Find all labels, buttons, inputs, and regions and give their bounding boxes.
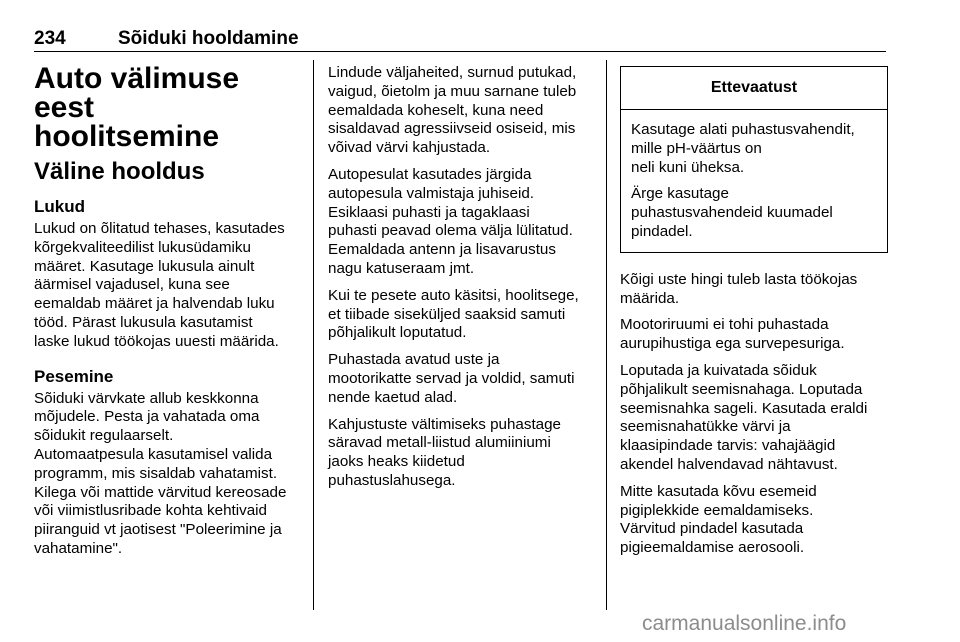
paragraph-hinges: Kõigi uste hingi tuleb lasta töökojas määrida. xyxy=(620,270,858,307)
paragraph-door-edges: Puhastada avatud uste ja mootorikatte servad ja voldid, samuti nende kaetud alad. xyxy=(328,351,575,406)
chapter-title: Sõiduki hooldamine xyxy=(118,28,299,49)
paragraph-hand-wash: Kui te pesete auto käsitsi, hoolitsege, et tiibade siseküljed saaksid samuti põhjalikult loputatud. xyxy=(328,286,579,342)
paragraph-metal-trim: Kahjustuste vältimiseks puhastage säravad metall-liistud alumiiniumi jaoks heaks kiidetud puhastuslahusega. xyxy=(328,415,562,489)
caution-paragraph-2: Ärge kasutage puhastusvahendeid kuumadel pindadel. xyxy=(631,185,833,240)
column-divider-2 xyxy=(606,60,607,610)
washing-paragraph: Sõiduki värvkate allub keskkonna mõjudele. Pesta ja vahatada oma sõidukit regulaarselt. Automaatpesula kasutamisel valida programm, mis sisaldab vahatamist. Kilega või mattide värvitud kereosade või viimistlusribade kohta kehtivaid piiranguid vt jaotisest "Poleerimine ja vahatamine". xyxy=(34,389,287,557)
watermark: carmanualsonline.info xyxy=(642,612,847,635)
column-2 xyxy=(328,64,594,499)
paragraph-car-wash: Autopesulat kasutades järgida autopesula valmistaja juhiseid. Esiklaasi puhasti ja tagaklaasi puhasti peavad olema välja lülitatud. Eemaldada antenn ja lisavarustus nagu katuseraam jmt. xyxy=(328,165,573,277)
column-1 xyxy=(34,64,302,567)
header-divider xyxy=(34,51,886,52)
locks-paragraph: Lukud on õlitatud tehases, kasutades kõrgekvaliteedilist lukusüdamiku määret. Kasutage lukusula ainult äärmisel vajadusel, kuna see eemaldab määret ja halvendab luku tööd. Pärast lukusula kasutamist laske lukud töökojas uuesti määrida. xyxy=(34,220,285,350)
paragraph-engine-bay: Mootoriruumi ei tohi puhastada aurupihustiga ega survepesuriga. xyxy=(620,316,845,353)
caution-box xyxy=(620,66,888,253)
paragraph-bird-droppings: Lindude väljaheited, surnud putukad, vaigud, õietolm ja muu sarnane tuleb eemaldada koheselt, kuna need sisaldavad agressiivseid osiseid, mis võivad värvi kahjustada. xyxy=(328,64,577,157)
page-header xyxy=(34,28,886,50)
paragraph-drying: Loputada ja kuivatada sõiduk põhjalikult seemisnahaga. Loputada seemisnahka sageli. Kasutada eraldi seemisnahatükke värvi ja klaasipindade tarvis: vahajäägid akendel halvendavad nähtavust. xyxy=(620,361,868,473)
washing-heading: Pesemine xyxy=(34,366,114,386)
column-3 xyxy=(620,64,888,566)
subsection-title: Väline hooldus xyxy=(34,158,205,185)
caution-title: Ettevaatust xyxy=(621,67,887,110)
column-divider-1 xyxy=(313,60,314,610)
section-title xyxy=(34,64,302,151)
section-title-text: Auto välimuse eest hoolitsemine xyxy=(34,62,240,153)
caution-body xyxy=(621,110,887,252)
page-number: 234 xyxy=(34,28,66,49)
locks-heading: Lukud xyxy=(34,197,85,216)
column-3-text xyxy=(620,271,888,558)
caution-paragraph-1: Kasutage alati puhastusvahendit, mille pH-väärtus on neli kuni üheksa. xyxy=(631,121,855,176)
paragraph-tar-spots: Mitte kasutada kõvu esemeid pigiplekkide eemaldamiseks. Värvitud pindadel kasutada pigieemaldamise aerosooli. xyxy=(620,482,817,557)
